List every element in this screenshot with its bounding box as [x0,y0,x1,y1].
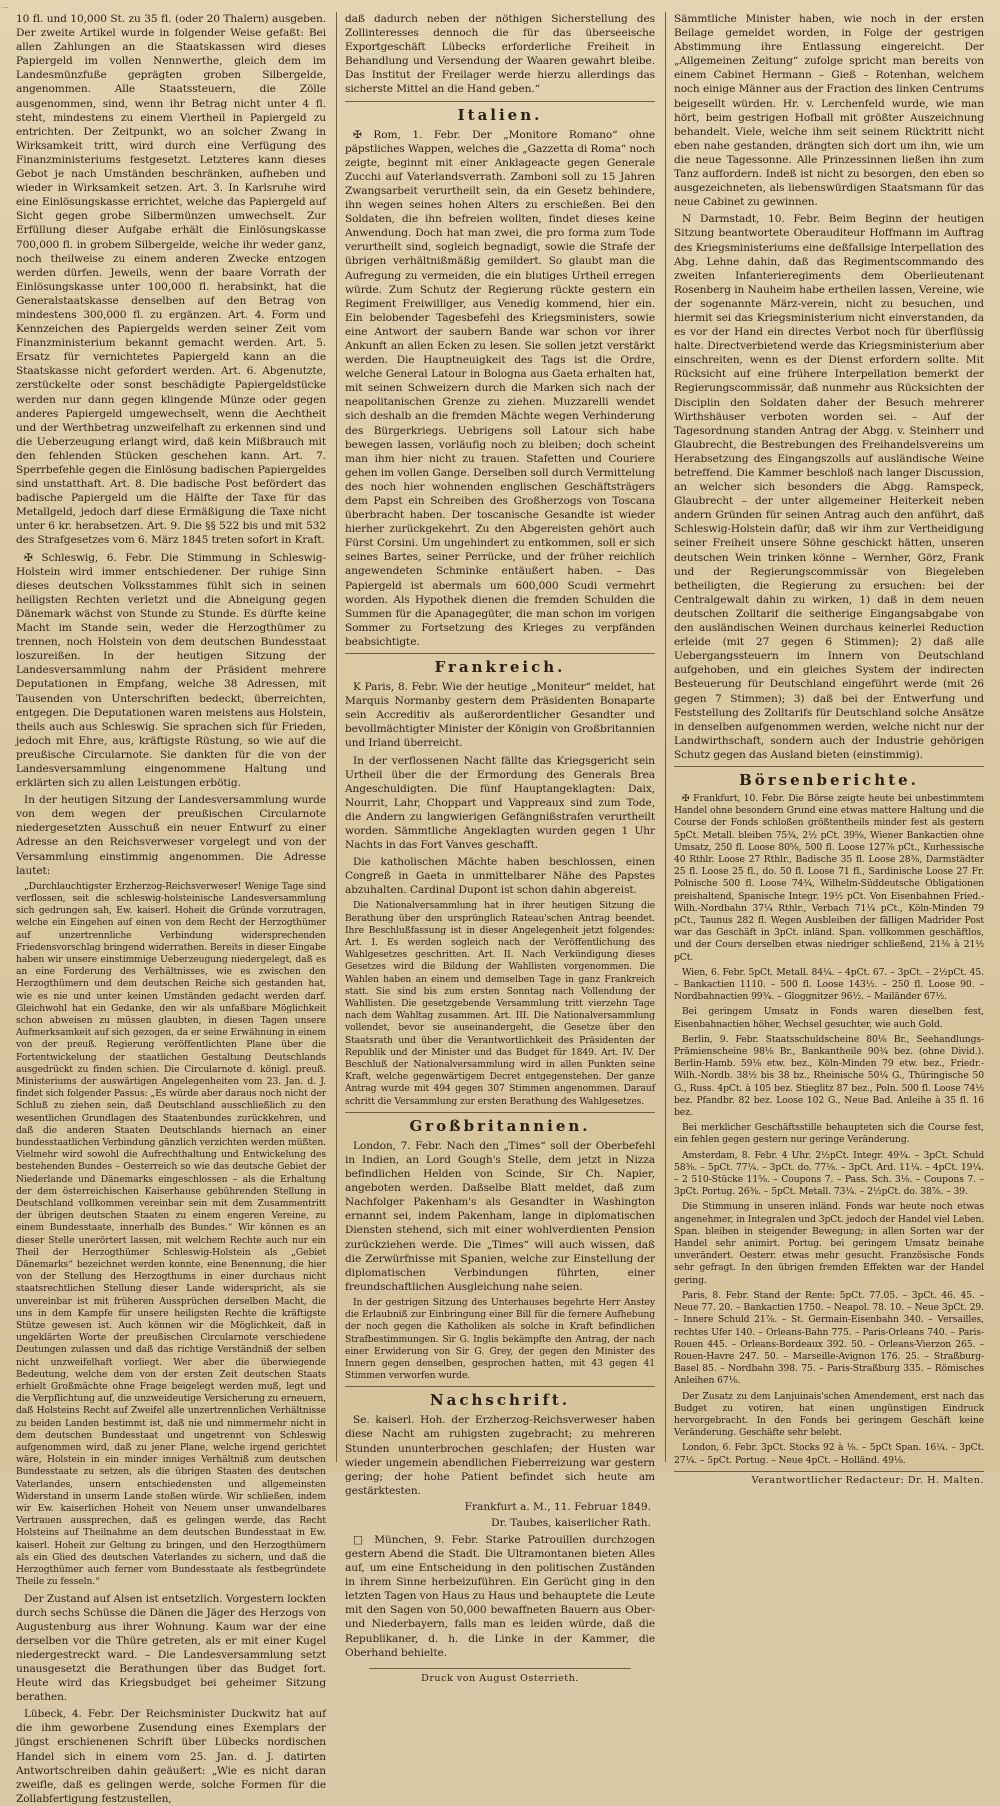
section-head-boerse: Börsenberichte. [674,766,984,789]
imprint: Druck von August Osterrieth. [421,1672,579,1684]
article-rom: ✠ Rom, 1. Febr. Der „Monitore Romano“ ohne päpstliches Wappen, welches die „Gazzetta di Roma“ noch zeigte, beginnt mit einer Anklageacte gegen Generale Zucchi auf Vaterlandsverrath. Zamboni soll zu 15 Jahren Zwangsarbeit verurtheilt sein, da ein Gesetz behindere, ihn wegen seines hohen Alters zu erschießen. Bei den Soldaten, die ihn befreien wollten, findet dieses keine Anwendung. Doch hat man zwei, die pro forma zum Tode verurtheilt sind, sogleich begnadigt, sowie die Strafe der übrigen verhältnißmäßig gemildert. So glaubt man die Aufregung zu vermeiden, die ein blutiges Urtheil erregen würde. Zum Schutz der Regierung rückte gestern ein Regiment Freiwilliger, aus Venedig kommend, hier ein. Ein belobender Tagesbefehl des Kriegsministers, sowie eine Antwort der saubern Bande war schon vor ihrer Ankunft an allen Ecken zu lesen. Sie sollen jetzt verstärkt werden. Die Hauptneuigkeit des Tags ist die Ordre, welche General Latour in Bologna aus Gaeta erhalten hat, mit seinen Schweizern durch die Marken sich nach der neapolitanischen Grenze zu ziehen. Muzzarelli wendet sich deshalb an die fremden Mächte wegen Verhinderung des Bürgerkriegs. Uebrigens soll Latour sich habe bewegen lassen, vorläufig noch zu bleiben; doch scheint man ihm hier nicht zu trauen. Stafetten und Couriere gehen im vollen Gange. Derselben soll durch Vermittelung des noch hier wohnenden englischen Geschäftsträgers dem Papst ein Schreiben des Großherzogs von Toscana überbracht haben. Der toscanische Gesandte ist wieder hierher zurückgekehrt. Zu den Abgereisten gehört auch Fürst Corsini. Um ungehindert zu entkommen, soll er sich seines Bartes, seiner Perrücke, und der früher reichlich angewendeten Schminke entäußert haben. – Das Papiergeld ist abermals um 600,000 Scudi vermehrt worden. Als Hypothek dienen die fremden Schulden die Summen für die Apanagegüter, die man schon im vorigen Sommer zu Fortsetzung des Krieges zu verpfänden beabsichtigte. [345,128,655,648]
boerse-frankfurt: ✠ Frankfurt, 10. Febr. Die Börse zeigte heute bei unbestimmtem Handel ohne besondern Grund eine etwas mattere Haltung und die Course der Fonds schloßen größtentheils minder fest als gestern 5pCt. Metall. bleiben 75¾, 2½ pCt. 39⅝, Wiener Bankactien ohne Umsatz, 250 fl. Loose 80⅝, 500 fl. Loose 127⅞ pCt., Kurhessische 40 Rthlr. Loose 27 Rthlr., Badische 35 fl. Loose 28⅜, Darmstädter 25 fl. Loose 25 fl., do. 50 fl. Loose 71 fl., Sardinische Loose 27 Fr. Polnische 500 fl. Loose 74¾, Wilhelm-Süddeutsche Obligationen preishaltend, Spanische Integr. 19½ pCt. Von Eisenbahnen Fried.-Wilh.-Nordbahn 37¼ Rthlr., Verbach 71¼ pCt., Köln-Minden 79 pCt., Taunus 282 fl. Wegen Ausbleiben der fälligen Madrider Post war das Geschäft in 3pCt. inländ. Span. vollkommen geschäftlos, und der Cours derselben etwas niedriger schließend, 21⅜ à 21½ pCt. [674,792,984,963]
column-3 [665,12,984,1486]
boerse-london: London, 6. Febr. 3pCt. Stocks 92 à ⅛. – 5pCt Span. 16¼. – 3pCt. 27¼. – 5pCt. Portug. – Neue 4pCt. – Holländ. 49⅛. [674,1442,984,1466]
article-paris-1: K Paris, 8. Febr. Wie der heutige „Moniteur“ meldet, hat Marquis Normanby gestern dem Präsidenten Bonaparte sein Accreditiv als außerordentlicher Gesandter und bevollmächtigter Minister der Königin von Großbritannien und Irland überreicht. [345,681,655,750]
boerse-paris: Paris, 8. Febr. Stand der Rente: 5pCt. 77.05. – 3pCt. 46. 45. – Neue 77. 20. – Bankactien 1750. – Neapol. 78. 10. – Neue 3pCt. 29. – Innere Schuld 21⅞. – St. Germain-Eisenbahn 340. – Versailles, rechtes Ufer 140. – Orleans-Bahn 775. – Paris-Orleans 740. – Paris-Rouen 445. – Orleans-Bordeaux 392. 50. – Orleans-Vierzon 265. – Rouen-Havre 247. 50. – Marseille-Avignon 176. 25. – Straßburg-Basel 85. – Nordbahn 398. 75. – Paris-Straßburg 335. – Römisches Anleihen 67⅛. [674,1289,984,1387]
column-2 [336,12,655,1684]
boerse-berlin: Berlin, 9. Febr. Staatsschuldscheine 80⅛ Br., Seehandlungs-Prämienscheine 98⅛ Br., Bankantheile 90¾ bez. (ohne Divid.). Berlin-Hamb. 59⅛ etw. bez., Köln-Minden 79 etw. bez., Friedr.-Wilh.-Nordb. 38½ bis 38 bz., Rheinische 50¼ G., Thüringische 50 G., Russ. 4pCt. à 105 bez. Stieglitz 87 bez., Poln. 500 fl. Loose 74½ bez. Pfandbr. 82 bez. Loose 102 G., Neue Bad. Anleihe à 35 fl. 16 bez. [674,1033,984,1119]
boerse-wien: Wien, 6. Febr. 5pCt. Metall. 84¼. – 4pCt. 67. – 3pCt. – 2½pCt. 45. – Bankactien 1110. – 500 fl. Loose 143½. – 250 fl. Loose 90. – Nordbahnactien 99¾. – Gloggnitzer 96½. – Mailänder 67½. [674,966,984,1003]
article-luebeck-cont: daß dadurch neben der nöthigen Sicherstellung des Zollinteresses dennoch die für das überseeische Exportgeschäft Lübecks erforderliche Freiheit in Behandlung und Versendung der Waaren gewahrt bleibe. Das Institut der Freilager werde hierzu allerdings das sicherste Mittel an die Hand geben.“ [345,13,655,96]
imprint-separator [369,1668,631,1669]
article-luebeck: Lübeck, 4. Febr. Der Reichsminister Duckwitz hat auf die ihm geworbene Zusendung eines Exemplars der jüngst erschienenen Schrift über Lübecks nordischen Handel sich in einem vom 25. Jan. d. J. datirten Antwortschreiben dahin geäußert: „Wie es nicht daran zweifle, daß es gelingen werde, solche Formen für die Zollabfertigung festzustellen, [16,1708,326,1805]
article-muenchen: □ München, 9. Febr. Starke Patrouillen durchzogen gestern Abend die Stadt. Die Ultramontanen bieten Alles auf, um eine Entscheidung in den politischen Zuständen in ihrem Sinne herbeizuführen. Ein Gerücht ging in den letzten Tagen von Haus zu Haus und behauptete die Leute mit den Sagen von 50,000 bewaffneten Bauern aus Ober- und Niederbayern, falls man es leiden würde, daß die Republikaner, d. h. die Linke in der Kammer, die Oberhand behielte. [345,1533,655,1659]
boerse-amsterdam-note: Die Stimmung in unseren inländ. Fonds war heute noch etwas angenehmer, in Integralen und 3pCt. jedoch der Handel viel Leben. Span. bleiben in steigender Bewegung; in allen Sorten war der Handel sehr animirt. Portug. bei geringem Umsatz beinahe unverändert. Oesterr. etwas mehr gesucht. Französische Fonds sehr gefragt. In den übrigen fremden Effekten war der Handel gering. [674,1201,984,1286]
article-baden-papiergeld: 10 fl. und 10,000 St. zu 35 fl. (oder 20 Thalern) ausgeben. Der zweite Artikel wurde in folgender Weise gefaßt: Bei allen Zahlungen an die Staatskassen wird dieses Papiergeld im vollen Nennwerthe, gleich dem im Landesmünzfuße geprägten groben Silbergelde, angenommen. Alle Staatssteuern, die Zölle ausgenommen, sind, wenn ihr Betrag nicht unter 4 fl. steht, mindestens zu einem Viertheil in Papiergeld zu entrichten. Der Zeitpunkt, wo an solcher Zwang in Wirksamkeit tritt, wird durch eine Verfügung des Finanzministeriums festgesetzt. Letzteres kann dieses Gebot je nach Umständen beschränken, aufheben und wieder in Wirksamkeit setzen. Art. 3. In Karlsruhe wird eine Einlösungskasse errichtet, welche das Papiergeld auf Sicht gegen grobe Silbermünzen umwechselt. Zur Erfüllung dieser Aufgabe erhält die Einlösungskasse 700,000 fl. in grobem Silbergelde, welche ihr weder ganz, noch theilweise zu einem anderen Zwecke entzogen werden dürfen. Jeweils, wenn der baare Vorrath der Einlösungskasse unter 100,000 fl. herabsinkt, hat die Generalstaatskasse denselben auf den Betrag von mindestens 300,000 fl. zu ergänzen. Art. 4. Form und Kennzeichen des Papiergelds werden seiner Zeit vom Finanzministerium bekannt gemacht werden. Art. 5. Ersatz für vernichtetes Papiergeld kann an die Staatskasse nicht gefordert werden. Art. 6. Abgenutzte, zerstückelte oder sonst beschädigte Papiergeldstücke werden nur dann gegen klingende Münze oder gegen anderes Papiergeld umgewechselt, wenn die Aechtheit und der Werthbetrag unzweifelhaft zu erkennen sind und die Ueberzeugung erlangt wird, daß kein Mißbrauch mit den fehlenden Stücken geschehen kann. Art. 7. Sperrbefehle gegen die Einlösung badischen Papiergeldes sind unstatthaft. Art. 8. Die badische Post befördert das badische Papiergeld um die Hälfte der Taxe für das Metallgeld, jedoch darf diese Ermäßigung die Taxe nicht unter 6 kr. herabsetzen. Art. 9. Die §§ 522 bis und mit 532 des Strafgesetzes vom 6. März 1845 treten sofort in Kraft. [16,13,326,547]
article-paris-2: In der verflossenen Nacht fällte das Kriegsgericht sein Urtheil über die der Ermordung des Generals Brea Angeschuldigten. Die fünf Hauptangeklagten: Daix, Nourrit, Lahr, Choppart und Vappreaux sind zum Tode, die Andern zu langwierigen Gefängnißstrafen verurtheilt worden. Sämmtliche Angeklagten wurden gegen 1 Uhr Nachts in das Fort Vanves geschafft. [345,754,655,852]
adresse-quote: „Durchlauchtigster Erzherzog-Reichsverweser! Wenige Tage sind verflossen, seit die schleswig-holsteinische Landesversammlung sich gedrungen sah, Ew. kaiserl. Hoheit die Gründe vorzutragen, welche ein Eingehen auf einen von dem Recht der Herzogthümer auf unzertrennliche Verbindung widersprechenden Friedensvorschlag bringend widerrathen. Bereits in dieser Eingabe haben wir unsere einstimmige Ueberzeugung niedergelegt, daß es an eine Forderung des Verhältnisses, wie es zwischen den Herzogthümern und dem deutschen Reiche sich gestanden hat, wie es nie und unter keinen Umständen gedacht werden darf. Gleichwohl hat ein Gedanke, den wir als unfaßbare Möglichkeit schon abweisen zu müssen glaubten, in diesen Tagen unsere Aufmerksamkeit auf sich gezogen, da er seine Erwähnung in einem von der preuß. Regierung veröffentlichten Plane über die Fortentwickelung der staatlichen Gestaltung Deutschlands ausgedrückt zu finden schien. Die Circularnote d. königl. preuß. Ministeriums der auswärtigen Angelegenheiten vom 23. Jan. d. J. findet sich folgender Passus: „Es würde aber daraus noch nicht der Schluß zu ziehen sein, daß Deutschland ausschließlich zu den wesentlichen Grundlagen des Staatenbundes zurückkehren, und daß die anderen Staaten Deutschlands hiernach an einer bundesstaatlichen Verbindung gänzlich verzichten werden müßten. Vielmehr wird sowohl die Aufrechthaltung und Entwickelung des bestehenden Bundes – Oesterreich so wie das deutsche Gebiet der Niederlande und Dänemarks eingeschlossen – als die Erhaltung der dem österreichischen Kaiserhause gebührenden Stellung in Deutschland vollkommen vereinbar sein mit dem Zusammentritt der übrigen deutschen Staaten zu einem engeren Vereine, zu einem Bundesstaate, innerhalb des Bundes.“ Wir können es an dieser Stelle unerörtert lassen, mit welchem Rechte auch nur ein Theil der Herzogthümer Schleswig-Holstein als „Gebiet Dänemarks“ bezeichnet werden konnte, eine Benennung, die hier von der Stellung des Herzogthums in einer durchaus nicht staatsrechtlichen Stellung dieser Lande widerspricht, als sie unvereinbar ist mit früheren Aussprüchen derselben Macht, die uns in dem Kampfe für unsere heiligsten Rechte die kräftigste Stütze gewesen ist. Auch können wir die Möglichkeit, daß in ungeklärten Worte der preußischen Circularnote verschiedene Deutungen zulassen und daß das richtige Verständniß der selben nicht unzweifelhaft vorliegt. Wer aber die überwiegende Bedeutung, welche dem von der ersten Zeit deutschen Staats erhielt Großmächte ohne Frage beigelegt werden muß, legt und die Verpflichtung auf, die unzweideutige Versicherung zu erneuern, daß Holsteins Recht auf Zweifel alle unzertrennlichen Verhältnisse zu beiden Landen bestimmt ist, daß nie und nimmermehr nicht in dem deutschen Bundesstaat und ungetrennt von Schleswig aufgenommen wird, daß zu jener Plane, welche irgend gerichtet wäre, Holstein in ein minder inniges Verhältniß zum deutschen Bundesstaate zu setzen, als die übrigen Staaten des deutschen Vaterlandes, unsern entschiedensten und allgemeinsten Widerstand in unserm Lande stoßen würde. Wir schließen, indem wir Ew. kaiserlichen Hoheit von Neuem unser unwandelbares Vertrauen aussprechen, daß es gelingen werde, das Recht Holsteins auf Theilnahme an dem deutschen Bundesstaat in Ew. kaiserl. Hoheit zur Geltung zu bringen, und den Herzogthümern als ein Glied des deutschen Vaterlandes zu sichern, und daß die Herzogthümer auch ferner vom Bundesstaate als festbegründete Theile zu fesseln.“ [16,880,326,1588]
boerse-wien-note: Bei geringem Umsatz in Fonds waren dieselben fest, Eisenbahnactien höher, Wechsel gesuchter, wie auch Gold. [674,1006,984,1030]
section-head-italien: Italien. [345,101,655,124]
article-london: London, 7. Febr. Nach den „Times“ soll der Oberbefehl in Indien, an Lord Gough's Stelle, dem jetzt in Nizza befindlichen Helden von Scinde, Sir Ch. Napier, angeboten werden. Daßselbe Blatt meldet, daß zum Nachfolger Pakenham's als Gesandter in Washington ernannt sei, indem Pakenham, lange in diplomatischen Diensten stehend, sich mit einer wohlverdienten Pension zurückziehen werde. Die „Times“ will auch wissen, daß die Zerwürfnisse mit Spanien, welche zur Einstellung der diplomatischen Verbindungen führten, einer freundschaftlichen Ausgleichung nahe seien. [345,1139,655,1293]
article-nachschrift: Se. kaiserl. Hoh. der Erzherzog-Reichsverweser haben diese Nacht am ruhigsten zugebracht; zu mehreren Stunden ununterbrochen geschlafen; der Husten war wieder ungemein abendlichen Fieberreizung war gestern gering; der hohe Patient befindet sich heute am gestärktesten. [345,1414,655,1497]
boerse-amsterdam: Amsterdam, 8. Febr. 4 Uhr. 2½pCt. Integr. 49¾. – 3pCt. Schuld 58⅜. – 5pCt. 77¼. – 3pCt. do. 77⅛. – 3pCt. Ard. 11¼. – 4pCt. 19¼. – 2 510-Stücke 11⅝. – Coupons 7. – Pass. Sch. 3⅛. – Coupons 7. – 3pCt. Portug. 26⅜. – 5pCt. Metall. 73¼. – 2½pCt. do. 38⅞. – 39. [674,1149,984,1198]
section-head-grossbritannien: Großbritannien. [345,1112,655,1135]
signature-place: Frankfurt a. M., 11. Februar 1849. [464,1500,651,1513]
article-schleswig-adresse-intro: In der heutigen Sitzung der Landesversammlung wurde von dem wegen der preußischen Circularnote niedergesetzten Ausschuß ein neuer Entwurf zu einer Adresse an den Reichsverweser vorgelegt und von der Versammlung einstimmig angenommen. Die Adresse lautet: [16,794,326,877]
section-head-frankreich: Frankreich. [345,653,655,676]
edge-mark: ... [2,2,9,10]
boerse-paris-note: Der Zusatz zu dem Lanjuinais'schen Amendement, erst nach das Budget zu votiren, hat einen ungünstigen Eindruck hervorgebracht. In den Fonds bei geringem Geschäft keine Veränderung. Geschäfte sehr belebt. [674,1390,984,1439]
article-alsen: Der Zustand auf Alsen ist entsetzlich. Vorgestern lockten durch sechs Schüsse die Dänen die Jäger des Herzogs von Augustenburg aus ihrer Wohnung. Kaum war der eine derselben vor die Thüre getreten, als er mit einer Kugel niedergestreckt ward. – Die Landesversammlung setzt unausgesetzt die Berathungen über das Budget fort. Heute wird das Kriegsbudget bei geheimer Sitzung berathen. [16,1592,326,1704]
boerse-berlin-note: Bei merklicher Geschäftsstille behaupteten sich die Course fest, ein fehlen gegen gestern nur geringe Veränderung. [674,1122,984,1146]
article-paris-3: Die katholischen Mächte haben beschlossen, einen Congreß in Gaeta in unmittelbarer Nähe des Papstes abzuhalten. Cardinal Dupont ist schon dahin abgereist. [345,856,655,897]
article-darmstadt: N Darmstadt, 10. Febr. Beim Beginn der heutigen Sitzung beantwortete Oberauditeur Hoffmann im Auftrag des Kriegsministeriums eine deßfallsige Interpellation des Abg. Lehne dahin, daß das Regimentscommando des zweiten Infanterieregiments dem Oberlieutenant Rosenberg in Nauheim habe ertheilen lassen, Vereine, wie der sogenannte März-verein, nicht zu besuchen, und hiermit sei das Kriegsministerium nicht einverstanden, da es vor der Hand ein directes Verbot noch für überflüssig halte. Directverbietend werde das Kriegsministerium aber einschreiten, wenn es der Dienst erfordern sollte. Mit Rücksicht auf eine frühere Interpellation bemerkt der Regierungscommissär, daß nunmehr aus Rücksichten der Disciplin den Soldaten daher der Besuch mehrerer Wirthshäuser verboten worden sei. – Auf der Tagesordnung standen Antrag der Abgg. v. Steinherr und Glaubrecht, die Bestrebungen des Freihandelsvereins um Herabsetzung des Eingangszolls auf ausländische Weine betreffend. Die Kammer beschloß nach langer Discussion, an welcher sich besonders die Abgg. Ramspeck, Glaubrecht – der unter allgemeiner Heiterkeit neben andern Gründen für seinen Antrag auch den anführt, daß Schleswig-Holstein dafür, daß wir ihm zur Vertheidigung seiner Freiheit unsere Söhne geschickt hätten, unseren deutschen Wein trinken könne – Wernher, Görz, Frank und der Regierungscommissär von Biegeleben betheiligten, die Regierung zu ersuchen: bei der Centralgewalt dahin zu wirken, 1) daß in dem neuen deutschen Zolltarif die seitherige Eingangsabgabe von den ausländischen Weinen durchaus keinerlei Reduction erleide (mit 27 gegen 6 Stimmen); 2) daß alle Uebergangssteuern im Innern von Deutschland aufgehoben, und ein gleiches System der indirecten Besteuerung für Deutschland eingeführt werde (mit 26 gegen 7 Stimmen); 3) daß bei der Entwerfung und Feststellung des Zolltarifs für Deutschland solche Ansätze in denselben aufgenommen werden, welche nicht nur der Landwirthschaft, sondern auch der Industrie gehörigen Schutz gegen das Ausland bieten (einstimmig). [674,213,984,761]
columns [16,12,984,1805]
signature-name: Dr. Taubes, kaiserlicher Rath. [491,1516,651,1529]
article-schleswig: ✠ Schleswig, 6. Febr. Die Stimmung in Schleswig-Holstein wird immer entschiedener. Der ruhige Sinn dieses deutschen Volksstammes fühlt sich in seinen heiligsten Rechten verletzt und die Abneigung gegen Dänemark wächst von Stunde zu Stunde. Es dürfte keine Macht im Stande sein, weder die Herzogthümer zu trennen, noch Holstein von dem deutschen Bundesstaat loszureißen. In der heutigen Sitzung der Landesversammlung nahm der Präsident mehrere Deputationen in Empfang, welche 38 Adressen, mit Tausenden von Unterschriften bedeckt, überreichten, entgegen. Die Deputationen waren meistens aus Holstein, theils auch aus Schleswig. Sie sprachen sich für Frieden, jedoch mit Ehre, aus, kräftigste Rüstung, so wie auf die preußische Circularnote. Sie dankten für die von der Landesversammlung eingenommene Haltung und erklärten sich zu allen Leistungen erbötig. [16,551,326,790]
article-unterhaus: In der gestrigen Sitzung des Unterhauses begehrte Herr Anstey die Erlaubniß zur Einbringung einer Bill für die fernere Aufhebung der noch gegen die Katholiken als solche in Kraft befindlichen Strafbestimmungen. Sir G. Inglis bekämpfte den Antrag, der nach einer Erwiderung von Sir G. Grey, der gegen den Minister des Innern gegen denselben, gesprochen hatten, mit 43 gegen 41 Stimmen verworfen wurde. [345,1296,655,1382]
article-nationalversammlung: Die Nationalversammlung hat in ihrer heutigen Sitzung die Berathung über den ursprünglich Rateau'schen Antrag beendet. Ihre Beschlußfassung ist in dieser Angelegenheit jetzt folgendes: Art. I. Es werden sogleich nach der Veröffentlichung des Wahlgesetzes geschritten. Art. II. Nach Verkündigung dieses Gesetzes wird die Bildung der Wahllisten vorgenommen. Die Wahlen haben an einem und demselben Tage in ganz Frankreich statt. Sie sind bis zum ersten Sonntag nach Vollendung der Wahllisten. Die gesetzgebende Versammlung tritt vierzehn Tage nach dem Wahltag zusammen. Art. III. Die Nationalversammlung vollendet, bevor sie auseinandergeht, die Gesetze über den Staatsrath und über die Verantwortlichkeit des Präsidenten der Republik und der Minister und das Budget für 1849. Art. IV. Der Beschluß der Nationalversammlung wird in allen Punkten seine Kraft, welche gegenwärtigem Decret entgegenstehen. Der ganze Antrag wurde mit 494 gegen 307 Stimmen angenommen. Darauf schritt die Versammlung zur ersten Berathung des Wahlgesetzes. [345,900,655,1107]
section-head-nachschrift: Nachschrift. [345,1386,655,1409]
article-muenchen-cont: Sämmtliche Minister haben, wie noch in der ersten Beilage gemeldet worden, in Folge der gestrigen Abstimmung ihre Entlassung eingereicht. Der „Allgemeinen Zeitung“ zufolge spricht man bereits von einem Cabinet Hermann – Gieß – Rotenhan, welchem noch einige Männer aus der Fraction des linken Centrums beigesellt würden. Hr. v. Lerchenfeld wurde, wie man hört, beim gestrigen Hofball mit größter Auszeichnung behandelt. Viele, welche ihm seit seinem Rücktritt nicht eben nahe gestanden, drängten sich dort um ihn, wie um die neue Tagessonne. Alle Prinzessinnen ließen ihn zum Tanz auffordern. Indeß ist nicht zu besorgen, den eben so ausgezeichneten, als liebenswürdigen Staatsmann für das neue Cabinet zu gewinnen. [674,13,984,209]
column-1 [16,12,326,1805]
editor-line: Verantwortlicher Redacteur: Dr. H. Malten. [674,1471,984,1486]
